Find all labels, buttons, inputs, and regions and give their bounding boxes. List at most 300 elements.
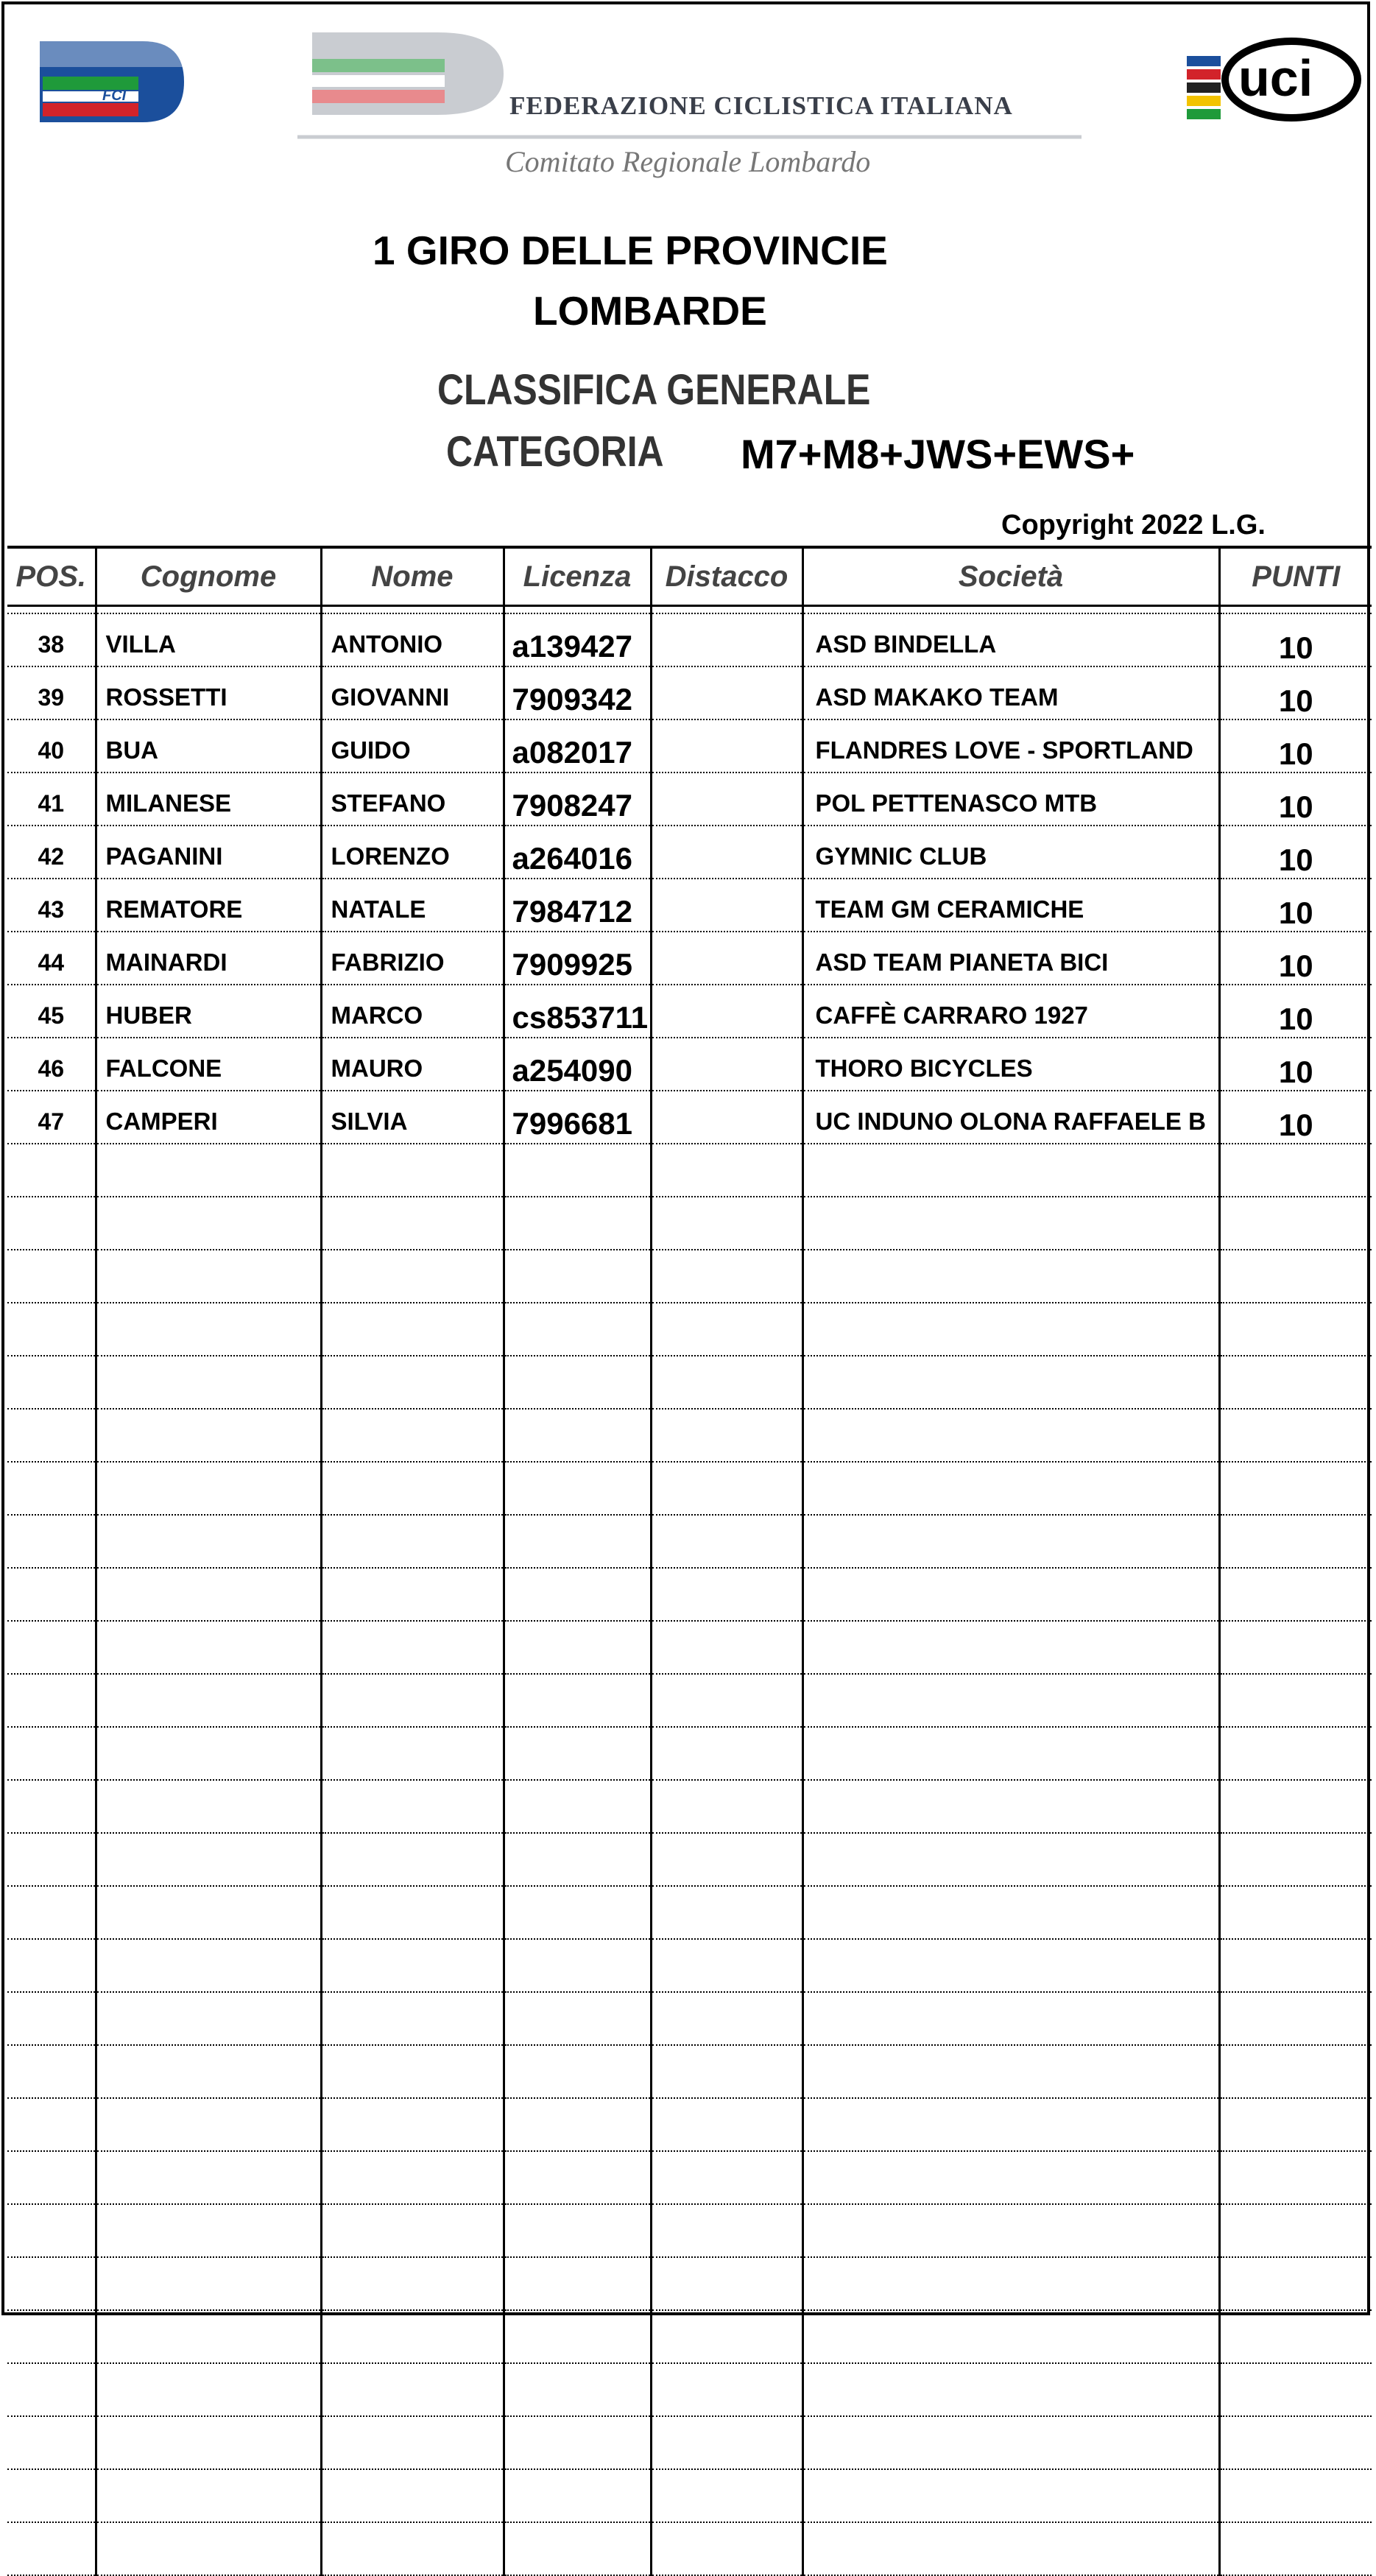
cell-societa — [802, 1780, 1219, 1833]
cell-societa — [802, 1674, 1219, 1727]
cell-punti — [1219, 1992, 1372, 2045]
cell-licenza — [504, 1727, 651, 1780]
cell-nome: GIOVANNI — [321, 666, 504, 719]
cell-punti — [1219, 1144, 1372, 1197]
cell-cognome — [96, 1886, 321, 1939]
empty-row — [7, 1780, 1372, 1833]
cell-licenza — [504, 1356, 651, 1409]
cell-distacco — [651, 2257, 802, 2310]
table-header-row — [7, 547, 1372, 606]
cell-licenza — [504, 1303, 651, 1356]
cell-nome: MARCO — [321, 985, 504, 1038]
cell-punti — [1219, 2469, 1372, 2522]
cell-pos — [7, 1886, 96, 1939]
cell-punti — [1219, 2522, 1372, 2575]
cell-cognome — [96, 2363, 321, 2416]
cell-licenza — [504, 1674, 651, 1727]
cell-distacco — [651, 666, 802, 719]
cell-punti — [1219, 2310, 1372, 2363]
cell-societa: POL PETTENASCO MTB — [802, 773, 1219, 826]
table-row — [7, 613, 1372, 666]
cell-punti: 10 — [1219, 879, 1372, 932]
cell-cognome — [96, 1992, 321, 2045]
cell-nome — [321, 1197, 504, 1250]
cell-nome: FABRIZIO — [321, 932, 504, 985]
cell-distacco — [651, 932, 802, 985]
cell-pos — [7, 1197, 96, 1250]
cell-societa — [802, 2522, 1219, 2575]
cell-licenza: a254090 — [504, 1038, 651, 1091]
cell-nome — [321, 1462, 504, 1515]
table-row — [7, 932, 1372, 985]
cell-licenza: 7909342 — [504, 666, 651, 719]
cell-societa — [802, 1144, 1219, 1197]
cell-licenza — [504, 2257, 651, 2310]
cell-punti — [1219, 1674, 1372, 1727]
cell-pos — [7, 2363, 96, 2416]
category-label: CATEGORIA — [446, 428, 664, 476]
cell-distacco — [651, 826, 802, 879]
cell-punti — [1219, 2363, 1372, 2416]
cell-pos: 40 — [7, 719, 96, 773]
cell-societa — [802, 1727, 1219, 1780]
cell-nome: NATALE — [321, 879, 504, 932]
empty-row — [7, 2469, 1372, 2522]
cell-punti — [1219, 1886, 1372, 1939]
table-row — [7, 985, 1372, 1038]
cell-distacco — [651, 2363, 802, 2416]
cell-licenza — [504, 2045, 651, 2098]
cell-distacco — [651, 1462, 802, 1515]
cell-punti — [1219, 2045, 1372, 2098]
cell-punti — [1219, 1197, 1372, 1250]
cell-societa — [802, 2310, 1219, 2363]
cell-cognome — [96, 1303, 321, 1356]
cell-cognome — [96, 1621, 321, 1674]
federation-name: FEDERAZIONE CICLISTICA ITALIANA — [509, 91, 1013, 120]
header-punti: PUNTI — [1219, 547, 1372, 606]
cell-societa — [802, 1515, 1219, 1568]
empty-row — [7, 1727, 1372, 1780]
category-value: M7+M8+JWS+EWS+ — [741, 431, 1135, 477]
cell-distacco — [651, 1038, 802, 1091]
cell-pos — [7, 1780, 96, 1833]
cell-licenza — [504, 1462, 651, 1515]
table-row — [7, 1091, 1372, 1144]
table-row — [7, 1038, 1372, 1091]
cell-societa: ASD MAKAKO TEAM — [802, 666, 1219, 719]
cell-licenza — [504, 1197, 651, 1250]
cell-cognome — [96, 1409, 321, 1462]
cell-nome — [321, 1727, 504, 1780]
empty-row — [7, 1833, 1372, 1886]
cell-pos — [7, 1356, 96, 1409]
cell-distacco — [651, 1409, 802, 1462]
cell-cognome — [96, 1833, 321, 1886]
cell-cognome: BUA — [96, 719, 321, 773]
cell-licenza: 7908247 — [504, 773, 651, 826]
table-row — [7, 826, 1372, 879]
results-sheet — [1, 1, 1370, 2315]
cell-distacco — [651, 1568, 802, 1621]
cell-societa — [802, 2416, 1219, 2469]
cell-societa — [802, 2045, 1219, 2098]
cell-distacco — [651, 2045, 802, 2098]
cell-nome: MAURO — [321, 1038, 504, 1091]
cell-nome — [321, 1621, 504, 1674]
cell-distacco — [651, 1356, 802, 1409]
cell-licenza — [504, 1568, 651, 1621]
cell-cognome: CAMPERI — [96, 1091, 321, 1144]
cell-distacco — [651, 879, 802, 932]
cell-licenza: 7996681 — [504, 1091, 651, 1144]
cell-pos — [7, 1833, 96, 1886]
cell-cognome — [96, 1674, 321, 1727]
cell-nome — [321, 2363, 504, 2416]
empty-row — [7, 1356, 1372, 1409]
empty-row — [7, 1674, 1372, 1727]
cell-nome: LORENZO — [321, 826, 504, 879]
header-societa: Società — [802, 547, 1219, 606]
cell-cognome: REMATORE — [96, 879, 321, 932]
cell-nome: ANTONIO — [321, 613, 504, 666]
cell-pos — [7, 1515, 96, 1568]
cell-distacco — [651, 1144, 802, 1197]
cell-nome: SILVIA — [321, 1091, 504, 1144]
cell-cognome — [96, 1780, 321, 1833]
cell-pos — [7, 1674, 96, 1727]
cell-pos — [7, 1939, 96, 1992]
empty-row — [7, 2522, 1372, 2575]
cell-pos: 45 — [7, 985, 96, 1038]
cell-distacco — [651, 1780, 802, 1833]
cell-societa — [802, 2204, 1219, 2257]
cell-distacco — [651, 1250, 802, 1303]
cell-nome — [321, 1886, 504, 1939]
cell-distacco — [651, 2469, 802, 2522]
cell-pos — [7, 1303, 96, 1356]
cell-distacco — [651, 1515, 802, 1568]
cell-societa — [802, 1568, 1219, 1621]
cell-pos: 38 — [7, 613, 96, 666]
cell-nome — [321, 1144, 504, 1197]
cell-punti: 10 — [1219, 932, 1372, 985]
cell-societa — [802, 2257, 1219, 2310]
cell-licenza — [504, 2310, 651, 2363]
cell-pos — [7, 1992, 96, 2045]
cell-nome — [321, 1780, 504, 1833]
cell-punti — [1219, 1250, 1372, 1303]
empty-row — [7, 2310, 1372, 2363]
cell-cognome: VILLA — [96, 613, 321, 666]
cell-punti — [1219, 1303, 1372, 1356]
cell-cognome — [96, 2416, 321, 2469]
cell-societa: ASD TEAM PIANETA BICI — [802, 932, 1219, 985]
cell-licenza — [504, 1144, 651, 1197]
cell-societa — [802, 1939, 1219, 1992]
cell-licenza — [504, 1409, 651, 1462]
cell-nome — [321, 2522, 504, 2575]
cell-pos: 44 — [7, 932, 96, 985]
empty-row — [7, 2416, 1372, 2469]
race-title-line-2: LOMBARDE — [533, 288, 767, 334]
cell-distacco — [651, 1727, 802, 1780]
cell-cognome — [96, 2045, 321, 2098]
cell-punti — [1219, 1462, 1372, 1515]
cell-licenza — [504, 2151, 651, 2204]
cell-punti — [1219, 2098, 1372, 2151]
cell-pos — [7, 2257, 96, 2310]
cell-nome — [321, 2204, 504, 2257]
cell-cognome: HUBER — [96, 985, 321, 1038]
cell-pos — [7, 1462, 96, 1515]
cell-distacco — [651, 719, 802, 773]
cell-nome — [321, 1939, 504, 1992]
cell-pos: 43 — [7, 879, 96, 932]
cell-nome — [321, 2098, 504, 2151]
cell-cognome — [96, 1939, 321, 1992]
cell-cognome — [96, 1356, 321, 1409]
cell-societa: CAFFÈ CARRARO 1927 — [802, 985, 1219, 1038]
cell-cognome — [96, 2098, 321, 2151]
cell-punti — [1219, 1833, 1372, 1886]
cell-licenza — [504, 1939, 651, 1992]
empty-row — [7, 2204, 1372, 2257]
cell-societa: GYMNIC CLUB — [802, 826, 1219, 879]
empty-row — [7, 1250, 1372, 1303]
cell-distacco — [651, 1886, 802, 1939]
header-pos: POS. — [7, 547, 96, 606]
cell-cognome — [96, 2151, 321, 2204]
empty-row — [7, 1621, 1372, 1674]
cell-nome — [321, 2257, 504, 2310]
fci-logo — [32, 34, 197, 130]
cell-punti — [1219, 1780, 1372, 1833]
cell-pos — [7, 2310, 96, 2363]
cell-licenza — [504, 2522, 651, 2575]
empty-row — [7, 2363, 1372, 2416]
cell-pos — [7, 1250, 96, 1303]
cell-punti: 10 — [1219, 1038, 1372, 1091]
cell-distacco — [651, 1992, 802, 2045]
table-row — [7, 879, 1372, 932]
cell-distacco — [651, 1833, 802, 1886]
cell-pos — [7, 2151, 96, 2204]
cell-punti: 10 — [1219, 773, 1372, 826]
results-table — [7, 546, 1372, 2576]
cell-societa — [802, 1462, 1219, 1515]
cell-nome — [321, 1833, 504, 1886]
cell-licenza — [504, 1780, 651, 1833]
cell-cognome — [96, 1727, 321, 1780]
cell-licenza — [504, 1992, 651, 2045]
cell-societa — [802, 1303, 1219, 1356]
cell-pos — [7, 2469, 96, 2522]
cell-cognome — [96, 1197, 321, 1250]
cell-punti: 10 — [1219, 1091, 1372, 1144]
uci-logo-text: uci — [1238, 49, 1313, 107]
cell-licenza — [504, 2363, 651, 2416]
cell-pos — [7, 2098, 96, 2151]
cell-societa — [802, 1197, 1219, 1250]
cell-licenza: a264016 — [504, 826, 651, 879]
cell-nome — [321, 1250, 504, 1303]
cell-distacco — [651, 1674, 802, 1727]
cell-licenza — [504, 1621, 651, 1674]
cell-licenza — [504, 1886, 651, 1939]
cell-cognome: FALCONE — [96, 1038, 321, 1091]
cell-licenza — [504, 2204, 651, 2257]
cell-pos — [7, 2416, 96, 2469]
race-title-line-1: 1 GIRO DELLE PROVINCIE — [373, 228, 888, 273]
cell-nome — [321, 2045, 504, 2098]
cell-societa — [802, 1992, 1219, 2045]
cell-distacco — [651, 2522, 802, 2575]
cell-cognome — [96, 2469, 321, 2522]
cell-cognome — [96, 1144, 321, 1197]
cell-pos: 47 — [7, 1091, 96, 1144]
empty-row — [7, 2045, 1372, 2098]
cell-licenza: 7909925 — [504, 932, 651, 985]
cell-nome: GUIDO — [321, 719, 504, 773]
table-row — [7, 773, 1372, 826]
cell-cognome — [96, 2522, 321, 2575]
cell-nome — [321, 1303, 504, 1356]
cell-distacco — [651, 2098, 802, 2151]
cell-punti: 10 — [1219, 666, 1372, 719]
cell-nome — [321, 1356, 504, 1409]
copyright-note: Copyright 2022 L.G. — [1001, 510, 1266, 541]
cell-pos — [7, 2045, 96, 2098]
cell-pos: 39 — [7, 666, 96, 719]
cell-punti — [1219, 2257, 1372, 2310]
empty-row — [7, 1144, 1372, 1197]
cell-licenza — [504, 2416, 651, 2469]
cell-distacco — [651, 773, 802, 826]
cell-pos — [7, 2204, 96, 2257]
cell-distacco — [651, 1939, 802, 1992]
cell-licenza: a139427 — [504, 613, 651, 666]
cell-pos: 41 — [7, 773, 96, 826]
cell-punti — [1219, 1939, 1372, 1992]
cell-societa — [802, 1356, 1219, 1409]
cell-licenza — [504, 1833, 651, 1886]
cell-pos — [7, 1144, 96, 1197]
cell-cognome — [96, 1515, 321, 1568]
header-licenza: Licenza — [504, 547, 651, 606]
cell-cognome — [96, 1568, 321, 1621]
cell-distacco — [651, 2151, 802, 2204]
empty-row — [7, 1992, 1372, 2045]
cell-cognome — [96, 1250, 321, 1303]
cell-pos — [7, 1621, 96, 1674]
cell-societa — [802, 2151, 1219, 2204]
cell-punti — [1219, 1409, 1372, 1462]
cell-punti: 10 — [1219, 613, 1372, 666]
empty-row — [7, 1515, 1372, 1568]
cell-cognome: MILANESE — [96, 773, 321, 826]
cell-licenza — [504, 2098, 651, 2151]
regional-committee: Comitato Regionale Lombardo — [505, 145, 871, 178]
cell-nome — [321, 1992, 504, 2045]
cell-distacco — [651, 2416, 802, 2469]
cell-cognome: ROSSETTI — [96, 666, 321, 719]
classification-title: CLASSIFICA GENERALE — [437, 366, 871, 414]
cell-licenza — [504, 1250, 651, 1303]
cell-cognome: MAINARDI — [96, 932, 321, 985]
cell-distacco — [651, 985, 802, 1038]
empty-row — [7, 2257, 1372, 2310]
cell-punti — [1219, 2151, 1372, 2204]
cell-societa — [802, 1409, 1219, 1462]
cell-pos — [7, 1409, 96, 1462]
cell-societa — [802, 1833, 1219, 1886]
cell-pos: 42 — [7, 826, 96, 879]
cell-cognome — [96, 2310, 321, 2363]
results-body — [7, 606, 1372, 2576]
cell-nome — [321, 1515, 504, 1568]
empty-row — [7, 1197, 1372, 1250]
cell-distacco — [651, 2204, 802, 2257]
header-distacco: Distacco — [651, 547, 802, 606]
cell-distacco — [651, 1091, 802, 1144]
table-row — [7, 719, 1372, 773]
empty-row — [7, 1568, 1372, 1621]
cell-punti: 10 — [1219, 826, 1372, 879]
cell-cognome: PAGANINI — [96, 826, 321, 879]
cell-punti — [1219, 1515, 1372, 1568]
header-nome: Nome — [321, 547, 504, 606]
empty-row — [7, 2151, 1372, 2204]
cell-distacco — [651, 1197, 802, 1250]
cell-punti: 10 — [1219, 719, 1372, 773]
cell-societa — [802, 1886, 1219, 1939]
empty-row — [7, 1939, 1372, 1992]
cell-licenza: a082017 — [504, 719, 651, 773]
cell-nome — [321, 2469, 504, 2522]
cell-societa: TEAM GM CERAMICHE — [802, 879, 1219, 932]
cell-societa: THORO BICYCLES — [802, 1038, 1219, 1091]
cell-punti — [1219, 2416, 1372, 2469]
uci-logo — [1187, 29, 1363, 133]
cell-nome — [321, 1409, 504, 1462]
cell-punti — [1219, 1621, 1372, 1674]
fci-banner-graphic — [297, 29, 1082, 147]
cell-nome — [321, 2151, 504, 2204]
cell-cognome — [96, 2257, 321, 2310]
cell-nome — [321, 2416, 504, 2469]
cell-distacco — [651, 1621, 802, 1674]
cell-societa — [802, 1250, 1219, 1303]
cell-nome: STEFANO — [321, 773, 504, 826]
cell-nome — [321, 1674, 504, 1727]
empty-row — [7, 1303, 1372, 1356]
header-gap-row — [7, 606, 1372, 614]
cell-punti — [1219, 1568, 1372, 1621]
cell-societa — [802, 2363, 1219, 2416]
cell-licenza — [504, 2469, 651, 2522]
cell-distacco — [651, 2310, 802, 2363]
cell-societa — [802, 2469, 1219, 2522]
header-cognome: Cognome — [96, 547, 321, 606]
cell-societa: ASD BINDELLA — [802, 613, 1219, 666]
cell-nome — [321, 2310, 504, 2363]
cell-punti — [1219, 1727, 1372, 1780]
cell-societa — [802, 2098, 1219, 2151]
cell-societa: UC INDUNO OLONA RAFFAELE B — [802, 1091, 1219, 1144]
cell-cognome — [96, 2204, 321, 2257]
cell-punti — [1219, 2204, 1372, 2257]
